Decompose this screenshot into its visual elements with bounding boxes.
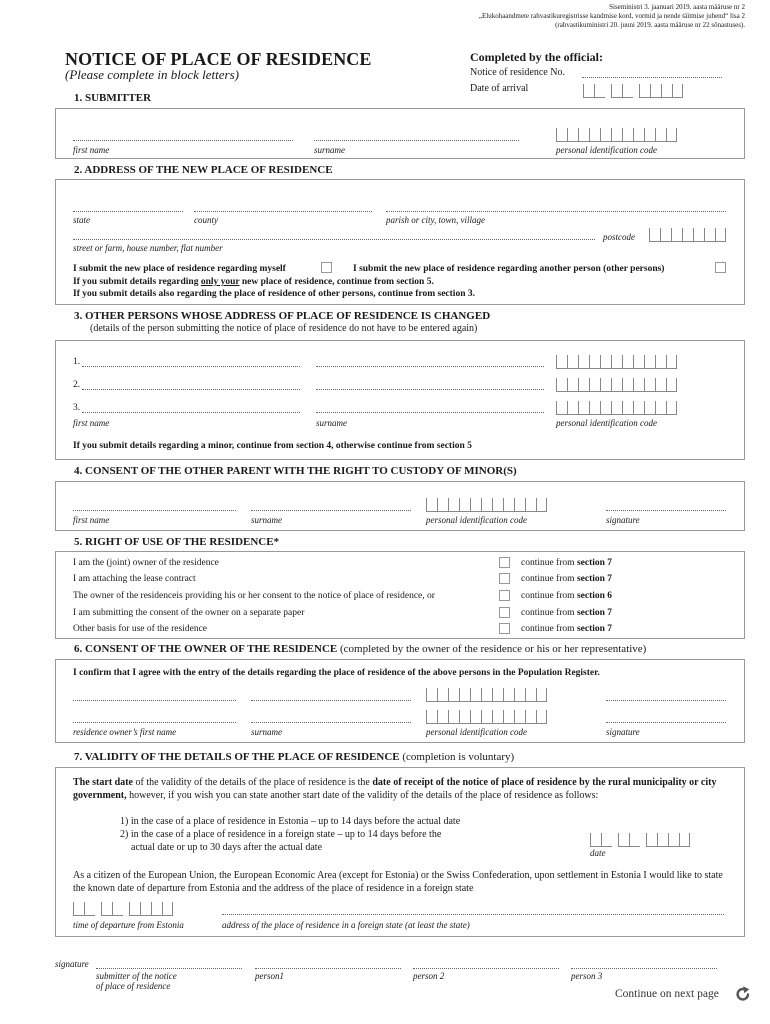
section2-heading: 2. ADDRESS OF THE NEW PLACE OF RESIDENCE xyxy=(74,164,333,176)
footer-submitter-label1: submitter of the notice xyxy=(96,971,177,981)
section1-heading: 1. SUBMITTER xyxy=(74,92,152,104)
s2-myself-checkbox[interactable] xyxy=(321,262,332,273)
s6-row1-surname[interactable] xyxy=(251,700,411,701)
s2-county-label: county xyxy=(194,215,218,225)
s5-option-continue: continue from section 7 xyxy=(521,624,613,634)
s6-row1-first-name[interactable] xyxy=(73,700,236,701)
s3-surname-label: surname xyxy=(316,418,347,428)
s7-address-field[interactable] xyxy=(222,914,724,915)
s1-pic-field[interactable] xyxy=(556,128,677,142)
s2-state-field[interactable] xyxy=(73,211,183,212)
s2-street-label: street or farm, house number, flat number xyxy=(73,243,223,253)
s4-signature-label: signature xyxy=(606,515,640,525)
s3-row2-surname[interactable] xyxy=(316,389,544,390)
s2-parish-field[interactable] xyxy=(386,211,726,212)
s3-row1-first-name[interactable] xyxy=(82,366,300,367)
s3-row3-surname[interactable] xyxy=(316,412,544,413)
section3-heading: 3. OTHER PERSONS WHOSE ADDRESS OF PLACE OF RESIDENCE IS CHANGED xyxy=(74,310,491,322)
s5-option-label: I am submitting the consent of the owner on a separate paper xyxy=(73,608,305,618)
s7-departure-field[interactable] xyxy=(73,902,173,916)
turn-page-icon xyxy=(734,985,752,1003)
section7-heading: 7. VALIDITY OF THE DETAILS OF THE PLACE OF RESIDENCE (completion is voluntary) xyxy=(74,751,515,763)
s3-row2-number: 2. xyxy=(73,380,81,390)
s3-row2-first-name[interactable] xyxy=(82,389,300,390)
s3-row3-pic[interactable] xyxy=(556,401,677,415)
footer-person1-signature[interactable] xyxy=(255,968,401,969)
s3-row1-surname[interactable] xyxy=(316,366,544,367)
s7-item2: 2) in the case of a place of residence in a foreign state – up to 14 days before the xyxy=(120,829,442,840)
s6-row2-surname[interactable] xyxy=(251,722,411,723)
footer-person3-signature[interactable] xyxy=(571,968,717,969)
s3-row1-pic[interactable] xyxy=(556,355,677,369)
s6-confirm-text: I confirm that I agree with the entry of the details regarding the place of residence of the above persons in the Population Register. xyxy=(73,668,600,678)
s5-option-continue: continue from section 7 xyxy=(521,608,613,618)
s4-first-name-label: first name xyxy=(73,515,110,525)
s2-county-field[interactable] xyxy=(194,211,372,212)
s4-surname-label: surname xyxy=(251,515,282,525)
footer-person3-label: person 3 xyxy=(571,971,603,981)
s5-option-continue: continue from section 7 xyxy=(521,558,613,568)
notice-no-label: Notice of residence No. xyxy=(470,67,565,78)
section4-box xyxy=(55,481,745,531)
s2-postcode-field[interactable] xyxy=(649,228,726,242)
s2-state-label: state xyxy=(73,215,90,225)
s7-departure-label: time of departure from Estonia xyxy=(73,920,184,930)
notice-no-field[interactable] xyxy=(582,77,722,78)
s2-postcode-label: postcode xyxy=(603,232,635,242)
s6-first-name-label: residence owner’s first name xyxy=(73,727,177,737)
footer-submitter-signature[interactable] xyxy=(96,968,242,969)
s1-first-name-field[interactable] xyxy=(73,140,293,141)
footer-person2-signature[interactable] xyxy=(413,968,559,969)
s6-row2-pic[interactable] xyxy=(426,710,547,724)
s5-option-checkbox[interactable] xyxy=(499,590,510,601)
s2-myself-label: I submit the new place of residence regarding myself xyxy=(73,264,286,274)
section5-heading: 5. RIGHT OF USE OF THE RESIDENCE* xyxy=(74,536,280,548)
page-title: NOTICE OF PLACE OF RESIDENCE xyxy=(65,49,372,69)
s6-signature-label: signature xyxy=(606,727,640,737)
s5-option-label: The owner of the residenceis providing his or her consent to the notice of place of residence, or xyxy=(73,591,435,601)
s5-option-continue: continue from section 6 xyxy=(521,591,613,601)
s5-option-label: I am the (joint) owner of the residence xyxy=(73,558,219,568)
s1-pic-label: personal identification code xyxy=(556,145,657,155)
s5-option-checkbox[interactable] xyxy=(499,607,510,618)
s2-another-label: I submit the new place of residence regarding another person (other persons) xyxy=(353,264,665,274)
s2-also-note: If you submit details also regarding the place of residence of other persons, continue from section 3. xyxy=(73,289,475,299)
s2-parish-label: parish or city, town, village xyxy=(386,215,485,225)
s3-row1-number: 1. xyxy=(73,357,81,367)
date-arrival-field[interactable] xyxy=(583,84,683,98)
s3-first-name-label: first name xyxy=(73,418,110,428)
s7-date-label: date xyxy=(590,848,606,858)
s1-first-name-label: first name xyxy=(73,145,110,155)
footer-person2-label: person 2 xyxy=(413,971,445,981)
s5-option-continue: continue from section 7 xyxy=(521,574,613,584)
s6-row1-signature[interactable] xyxy=(606,700,726,701)
date-arrival-label: Date of arrival xyxy=(470,83,529,94)
s4-pic-field[interactable] xyxy=(426,498,547,512)
s5-option-label: Other basis for use of the residence xyxy=(73,624,208,634)
s4-first-name-field[interactable] xyxy=(73,510,236,511)
s5-option-label: I am attaching the lease contract xyxy=(73,574,196,584)
s4-signature-field[interactable] xyxy=(606,510,726,511)
s5-option-checkbox[interactable] xyxy=(499,623,510,634)
page-subtitle: (Please complete in block letters) xyxy=(65,67,239,82)
s3-minor-note: If you submit details regarding a minor, continue from section 4, otherwise continue from section 5 xyxy=(73,441,472,451)
legal-header-line1: Siseministri 3. jaanuari 2019. aasta määruse nr 2 xyxy=(609,3,745,11)
s3-row2-pic[interactable] xyxy=(556,378,677,392)
footer-signature-label: signature xyxy=(55,959,89,969)
s6-pic-label: personal identification code xyxy=(426,727,527,737)
legal-header-line3: (rahvastikuministri 20. juuni 2019. aasta määruse nr 22 sõnastuses). xyxy=(555,21,745,29)
s7-item2-cont: actual date or up to 30 days after the actual date xyxy=(131,842,323,853)
s7-address-label: address of the place of residence in a foreign state (at least the state) xyxy=(222,920,470,930)
section6-heading: 6. CONSENT OF THE OWNER OF THE RESIDENCE (completed by the owner of the residence or his or her representative) xyxy=(74,643,647,655)
footer-submitter-label2: of place of residence xyxy=(96,981,171,991)
s4-pic-label: personal identification code xyxy=(426,515,527,525)
s2-street-field[interactable] xyxy=(73,239,595,240)
continue-next-page: Continue on next page xyxy=(615,988,719,1000)
s1-surname-label: surname xyxy=(314,145,345,155)
s7-date-field[interactable] xyxy=(590,833,690,847)
s6-row1-pic[interactable] xyxy=(426,688,547,702)
footer-person1-label: person1 xyxy=(255,971,284,981)
s6-row2-signature[interactable] xyxy=(606,722,726,723)
section3-subheading: (details of the person submitting the notice of place of residence do not have to be entered again) xyxy=(90,323,478,334)
s7-item1: 1) in the case of a place of residence in Estonia – up to 14 days before the actual date xyxy=(120,816,461,827)
s2-another-checkbox[interactable] xyxy=(715,262,726,273)
s6-surname-label: surname xyxy=(251,727,282,737)
s1-surname-field[interactable] xyxy=(314,140,519,141)
section4-heading: 4. CONSENT OF THE OTHER PARENT WITH THE RIGHT TO CUSTODY OF MINOR(S) xyxy=(74,465,517,477)
legal-header xyxy=(245,3,745,30)
s5-option-checkbox[interactable] xyxy=(499,557,510,568)
s6-row2-first-name[interactable] xyxy=(73,722,236,723)
s7-eu-text: As a citizen of the European Union, the European Economic Area (except for Estonia) or the Swiss Confederation, upon settlement in Estonia I would like to state the known date of departure from Estonia and the address of the place of residence in a foreign state xyxy=(73,870,723,894)
s3-row3-number: 3. xyxy=(73,403,81,413)
s4-surname-field[interactable] xyxy=(251,510,411,511)
official-heading: Completed by the official: xyxy=(470,50,603,64)
s7-paragraph: The start date of the validity of the details of the place of residence is the date of receipt of the notice of place of residence by the rural municipality or city government, however, if you wish you can state another start date of the validity of the details of the place of residence as follows: xyxy=(73,777,717,801)
s3-row3-first-name[interactable] xyxy=(82,412,300,413)
s5-option-checkbox[interactable] xyxy=(499,573,510,584)
s3-pic-label: personal identification code xyxy=(556,418,657,428)
s2-only-note: If you submit details regarding only your new place of residence, continue from section 5. xyxy=(73,277,434,287)
legal-header-line2: „Elukohaandmete rahvastikuregistrisse kandmise kord, vormid ja nende täitmise juhend“ lisa 2 xyxy=(478,12,745,20)
